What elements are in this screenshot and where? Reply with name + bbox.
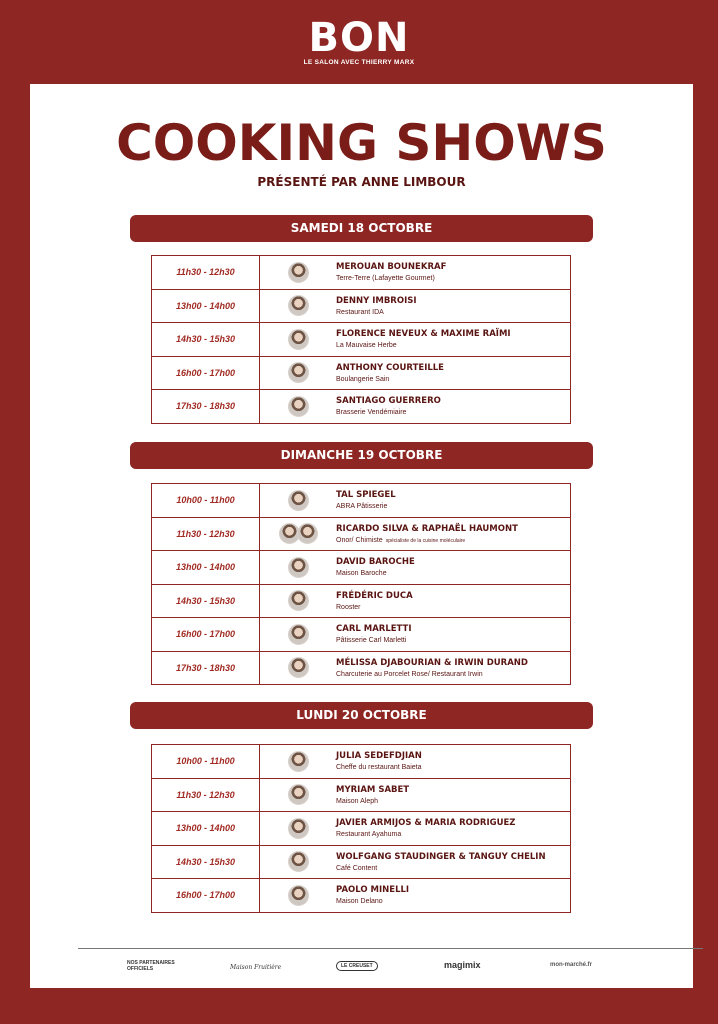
chef-name: MÉLISSA DJABOURIAN & IRWIN DURAND <box>336 657 528 668</box>
chef-name: PAOLO MINELLI <box>336 885 410 896</box>
partner-logo-mon-marche: mon-marché.fr <box>550 962 593 968</box>
chef-name: FRÉDÉRIC DUCA <box>336 590 413 601</box>
schedule-dimanche <box>151 483 571 685</box>
brand-header <box>0 15 718 66</box>
chef-avatar <box>288 657 309 678</box>
schedule-lundi <box>151 744 571 913</box>
show-time: 11h30 - 12h30 <box>152 779 260 812</box>
table-row <box>152 779 570 813</box>
chef-avatar <box>297 523 318 544</box>
show-time: 17h30 - 18h30 <box>152 390 260 423</box>
chef-venue: La Mauvaise Herbe <box>336 342 397 350</box>
poster-sheet <box>30 84 693 988</box>
table-row <box>152 357 570 391</box>
table-row <box>152 846 570 880</box>
chef-name: TAL SPIEGEL <box>336 490 396 501</box>
show-time: 17h30 - 18h30 <box>152 652 260 685</box>
chef-venue: Cheffe du restaurant Baieta <box>336 764 422 772</box>
show-time: 11h30 - 12h30 <box>152 256 260 289</box>
chef-photo <box>260 779 336 812</box>
show-time: 13h00 - 14h00 <box>152 290 260 323</box>
chef-avatar <box>288 784 309 805</box>
chef-avatar <box>288 818 309 839</box>
chef-avatar <box>288 590 309 611</box>
chef-venue: Brasserie Vendémiaire <box>336 409 407 417</box>
table-row <box>152 256 570 290</box>
chef-venue: Charcuterie au Porcelet Rose/ Restaurant Irwin <box>336 670 483 678</box>
chef-name: SANTIAGO GUERRERO <box>336 396 441 407</box>
table-row <box>152 551 570 585</box>
chef-name: DAVID BAROCHE <box>336 557 415 568</box>
table-row <box>152 290 570 324</box>
show-time: 11h30 - 12h30 <box>152 518 260 551</box>
chef-photo <box>260 290 336 323</box>
chef-venue: Boulangerie Sain <box>336 375 390 383</box>
chef-photo <box>260 879 336 912</box>
show-time: 14h30 - 15h30 <box>152 323 260 356</box>
chef-venue: Maison Delano <box>336 898 383 906</box>
chef-venue: Café Content <box>336 864 378 872</box>
chef-avatar <box>288 557 309 578</box>
page-subtitle: PRÉSENTÉ PAR ANNE LIMBOUR <box>257 175 466 189</box>
chef-name: MEROUAN BOUNEKRAF <box>336 262 447 273</box>
chef-photo <box>260 618 336 651</box>
bon-logo: BON <box>308 15 410 61</box>
show-time: 16h00 - 17h00 <box>152 357 260 390</box>
show-time: 16h00 - 17h00 <box>152 618 260 651</box>
chef-photo <box>260 585 336 618</box>
partners-label <box>127 960 175 972</box>
chef-avatar <box>288 490 309 511</box>
chef-venue-note: spécialiste de la cuisine moléculaire <box>385 537 466 544</box>
chef-name: JULIA SEDEFDJIAN <box>336 751 422 762</box>
day-banner-samedi: SAMEDI 18 OCTOBRE <box>130 215 593 242</box>
chef-photo <box>260 652 336 685</box>
chef-venue: Terre-Terre (Lafayette Gourmet) <box>336 275 435 283</box>
chef-photo <box>260 484 336 517</box>
table-row <box>152 585 570 619</box>
chef-venue: Restaurant IDA <box>336 308 384 316</box>
chef-photo <box>260 551 336 584</box>
chef-photo <box>260 812 336 845</box>
chef-avatar <box>288 295 309 316</box>
chef-venue: Pâtisserie Carl Marletti <box>336 637 407 645</box>
chef-name: CARL MARLETTI <box>336 624 412 635</box>
schedule-samedi <box>151 255 571 424</box>
show-time: 10h00 - 11h00 <box>152 745 260 778</box>
chef-name: FLORENCE NEVEUX & MAXIME RAÏMI <box>336 329 511 340</box>
chef-avatar <box>288 624 309 645</box>
table-row <box>152 484 570 518</box>
chef-name: RICARDO SILVA & RAPHAËL HAUMONT <box>336 523 518 534</box>
chef-avatar <box>288 362 309 383</box>
chef-photo <box>260 518 336 551</box>
chef-name: ANTHONY COURTEILLE <box>336 362 444 373</box>
chef-photo <box>260 323 336 356</box>
chef-photo <box>260 390 336 423</box>
partners-label-line2: OFFICIELS <box>127 966 154 972</box>
show-time: 13h00 - 14h00 <box>152 812 260 845</box>
table-row <box>152 618 570 652</box>
chef-venue: Maison Baroche <box>336 570 387 578</box>
chef-photo <box>260 256 336 289</box>
chef-venue-name: Onor/ Chimiste <box>336 536 383 544</box>
chef-avatar <box>288 885 309 906</box>
table-row <box>152 812 570 846</box>
show-time: 14h30 - 15h30 <box>152 846 260 879</box>
brand-tagline: LE SALON AVEC THIERRY MARX <box>303 59 415 66</box>
chef-photo <box>260 846 336 879</box>
chef-venue: ABRA Pâtisserie <box>336 503 388 511</box>
partner-logo-le-creuset: LE CREUSET <box>336 961 378 971</box>
chef-name: JAVIER ARMIJOS & MARIA RODRIGUEZ <box>336 818 516 829</box>
chef-avatar <box>288 396 309 417</box>
chef-name: MYRIAM SABET <box>336 784 410 795</box>
chef-avatar <box>288 329 309 350</box>
table-row <box>152 390 570 424</box>
chef-avatar <box>288 262 309 283</box>
partners-label-line1: NOS PARTENAIRES <box>127 960 175 966</box>
chef-photo <box>260 745 336 778</box>
table-row <box>152 879 570 913</box>
chef-name: DENNY IMBROISI <box>336 295 417 306</box>
day-banner-lundi: LUNDI 20 OCTOBRE <box>130 702 593 729</box>
partner-logo-maison-fruitiere: Maison Fruitière <box>230 964 282 971</box>
page-title: COOKING SHOWS <box>116 114 607 172</box>
day-banner-dimanche: DIMANCHE 19 OCTOBRE <box>130 442 593 469</box>
table-row <box>152 745 570 779</box>
chef-avatar <box>288 851 309 872</box>
chef-venue: Maison Aleph <box>336 797 379 805</box>
chef-venue: Rooster <box>336 603 361 611</box>
table-row <box>152 518 570 552</box>
chef-avatar <box>288 751 309 772</box>
show-time: 16h00 - 17h00 <box>152 879 260 912</box>
chef-venue: Restaurant Ayahuma <box>336 831 402 839</box>
show-time: 14h30 - 15h30 <box>152 585 260 618</box>
chef-name: WOLFGANG STAUDINGER & TANGUY CHELIN <box>336 851 546 862</box>
chef-photo <box>260 357 336 390</box>
table-row <box>152 323 570 357</box>
table-row <box>152 652 570 686</box>
show-time: 13h00 - 14h00 <box>152 551 260 584</box>
chef-venue <box>336 537 570 544</box>
partner-logo-magimix: magimix <box>444 960 481 970</box>
footer-divider <box>78 948 703 949</box>
show-time: 10h00 - 11h00 <box>152 484 260 517</box>
